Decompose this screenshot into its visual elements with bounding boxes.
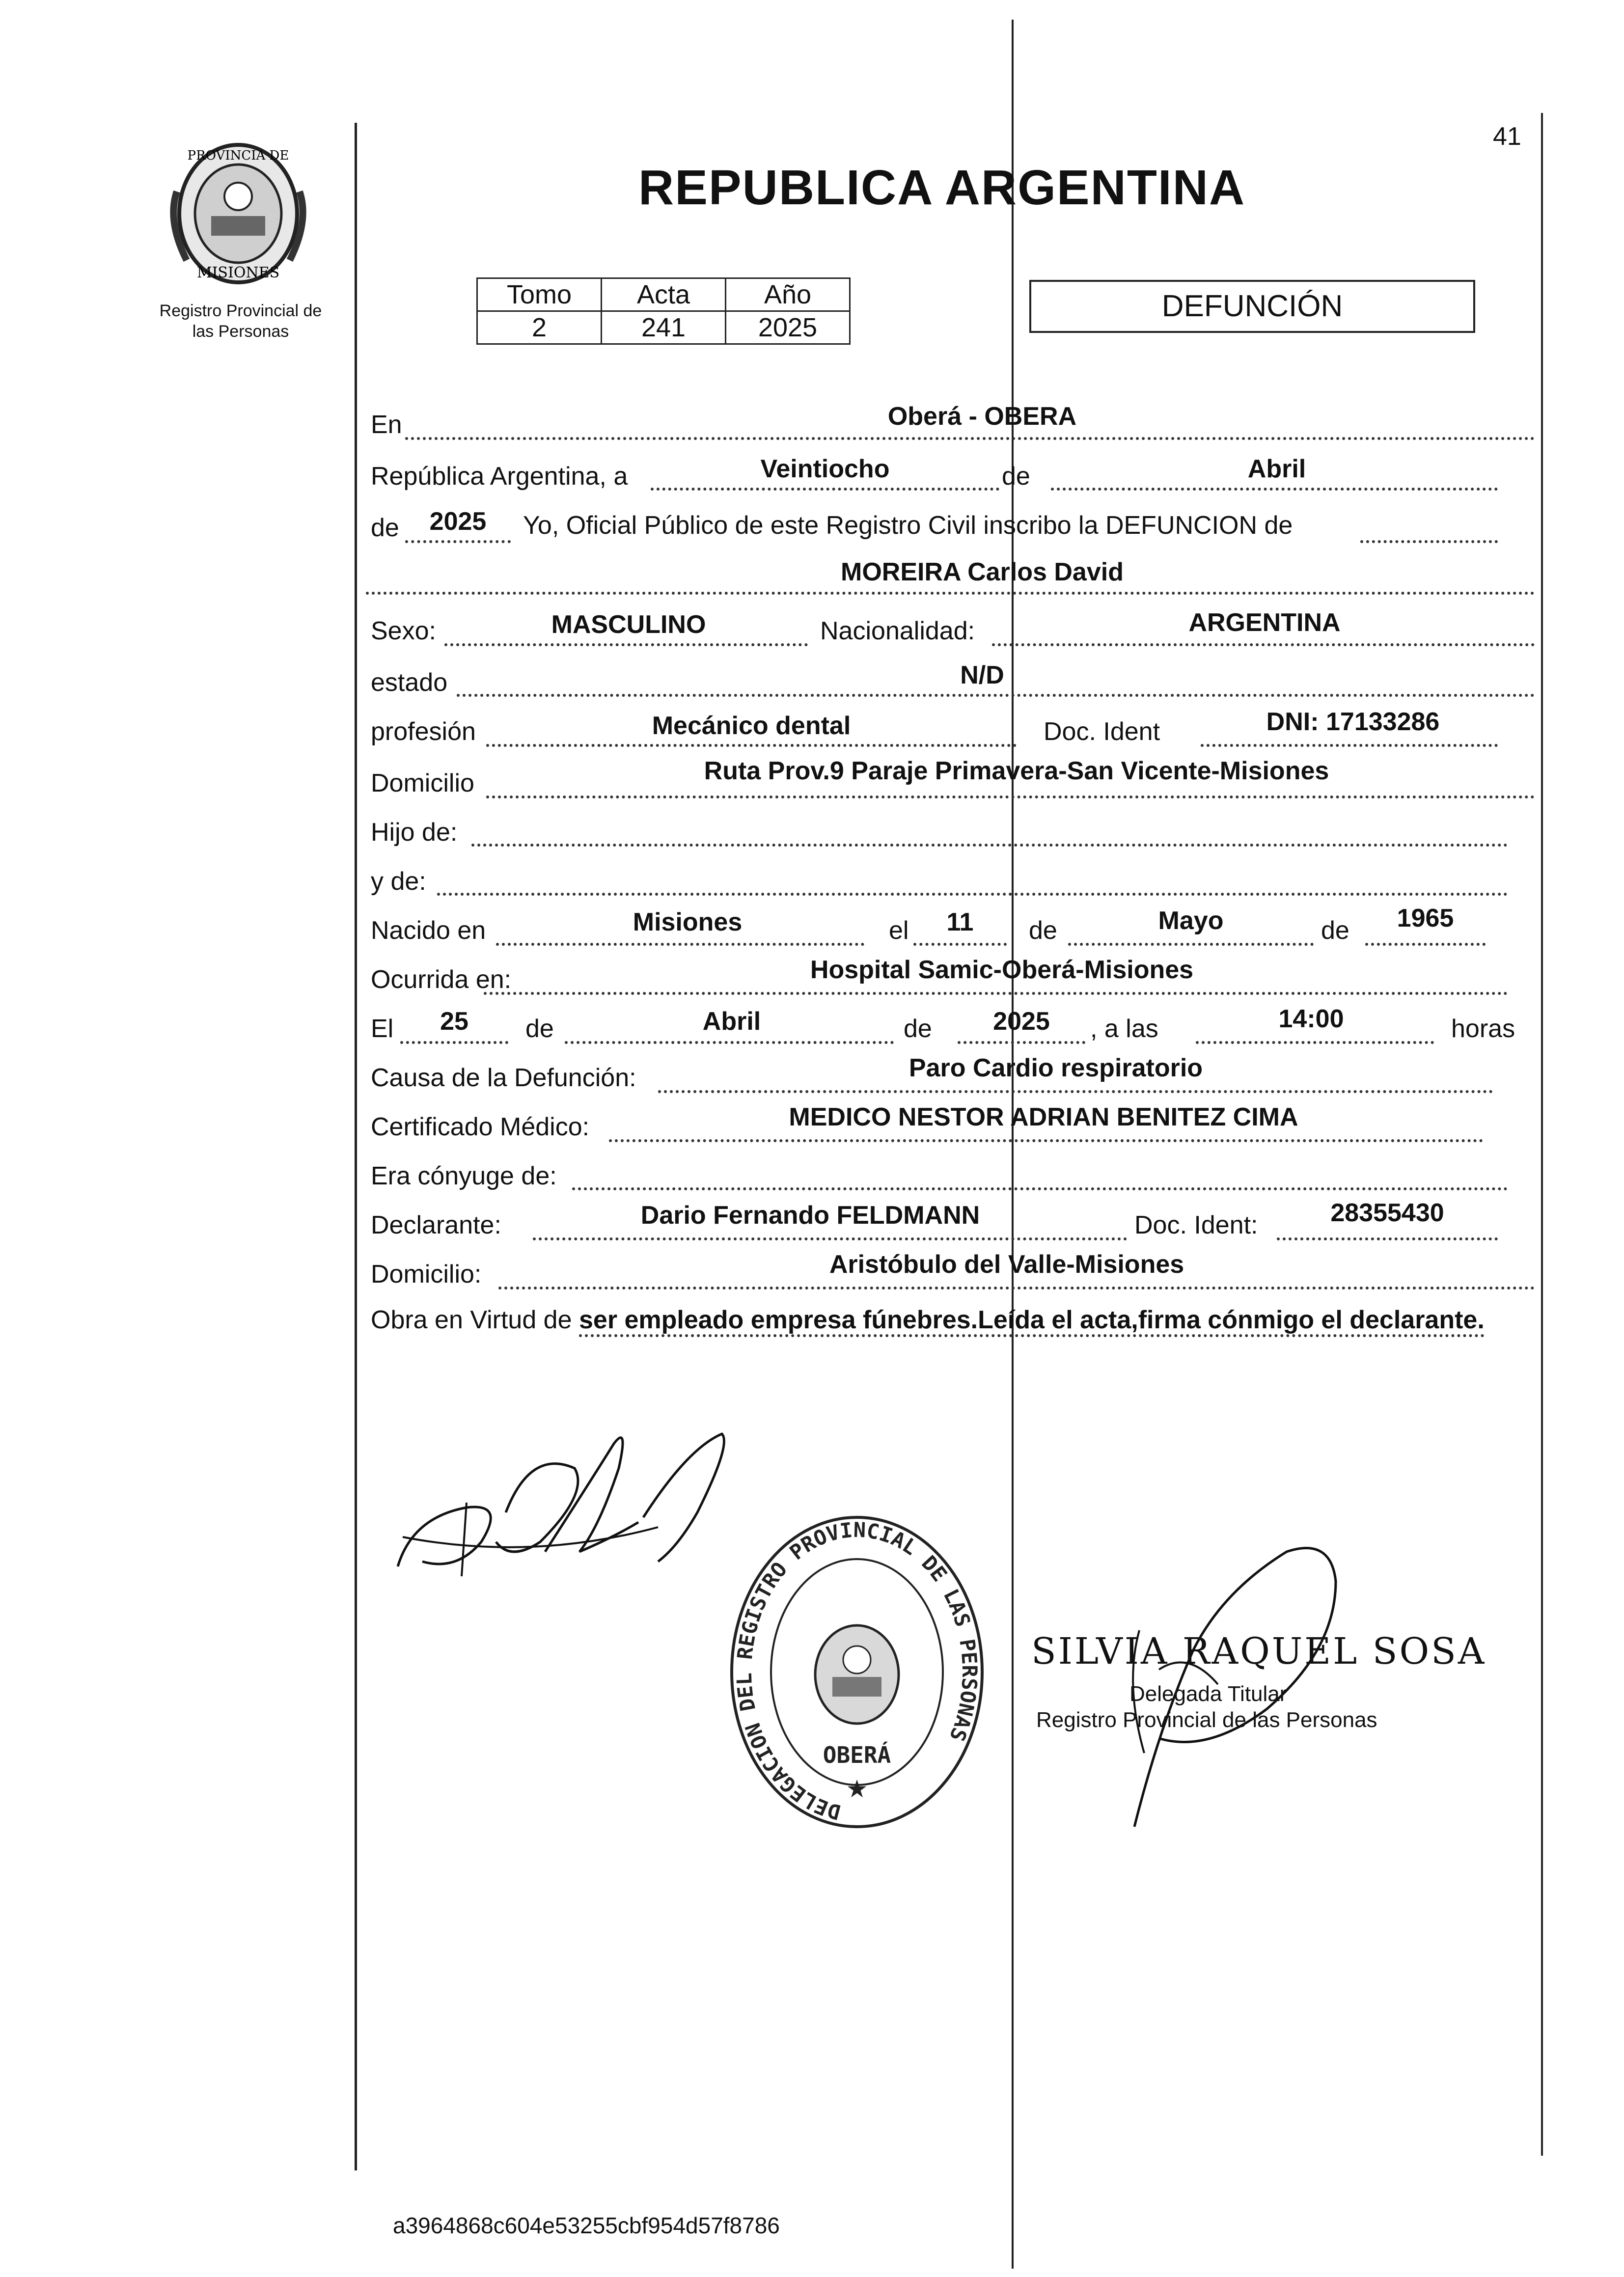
death-day-underline bbox=[400, 1041, 508, 1044]
declarante-value: Dario Fernando FELDMANN bbox=[640, 1201, 980, 1230]
deceased-underline bbox=[366, 592, 1535, 595]
value-acta: 241 bbox=[602, 311, 726, 344]
death-year-underline bbox=[958, 1041, 1085, 1044]
header-acta: Acta bbox=[602, 278, 726, 311]
birth-year-value: 1965 bbox=[1397, 904, 1454, 933]
seal-star-icon: ★ bbox=[846, 1775, 868, 1803]
org-name bbox=[142, 301, 339, 342]
death-el-label: El bbox=[371, 1015, 394, 1043]
fold-line bbox=[1012, 20, 1014, 2269]
header-anio: Año bbox=[726, 278, 850, 311]
left-margin-line bbox=[355, 123, 357, 2170]
conyuge-label: Era cónyuge de: bbox=[371, 1162, 557, 1190]
causa-label: Causa de la Defunción: bbox=[371, 1064, 636, 1092]
declarant-signature bbox=[383, 1414, 756, 1591]
estado-label: estado bbox=[371, 668, 448, 697]
causa-value: Paro Cardio respiratorio bbox=[908, 1054, 1203, 1082]
birth-day-underline bbox=[913, 943, 1007, 946]
a-las-label: , a las bbox=[1090, 1015, 1158, 1043]
death-year-value: 2025 bbox=[993, 1007, 1050, 1036]
obra-label: Obra en Virtud de bbox=[371, 1306, 572, 1334]
org-name-line1: Registro Provincial de bbox=[159, 302, 322, 320]
official-role: Delegada Titular bbox=[1129, 1682, 1287, 1706]
certificado-label: Certificado Médico: bbox=[371, 1113, 590, 1141]
profesion-label: profesión bbox=[371, 717, 476, 746]
estado-value: N/D bbox=[960, 661, 1004, 689]
declarante-label: Declarante: bbox=[371, 1211, 501, 1239]
death-time-underline bbox=[1196, 1041, 1434, 1044]
page-number: 41 bbox=[1493, 122, 1521, 151]
month-value: Abril bbox=[1247, 455, 1306, 483]
right-margin-line bbox=[1541, 113, 1543, 2156]
el-label: el bbox=[889, 916, 909, 945]
obra-paragraph bbox=[371, 1304, 1535, 1336]
decl-domicilio-underline bbox=[498, 1287, 1535, 1289]
death-day-value: 25 bbox=[440, 1007, 468, 1036]
decl-domicilio-label: Domicilio: bbox=[371, 1260, 482, 1289]
nacionalidad-value: ARGENTINA bbox=[1188, 608, 1341, 637]
registry-table bbox=[476, 277, 851, 345]
estado-underline bbox=[457, 694, 1535, 697]
document-hash: a3964868c604e53255cbf954d57f8786 bbox=[393, 2213, 780, 2238]
nacionalidad-underline bbox=[992, 643, 1535, 646]
death-time-value: 14:00 bbox=[1278, 1005, 1344, 1033]
decl-doc-underline bbox=[1277, 1237, 1498, 1240]
day-words-underline bbox=[651, 488, 999, 491]
birth-day-value: 11 bbox=[946, 908, 974, 936]
birth-month-value: Mayo bbox=[1158, 906, 1224, 935]
place-value: Oberá - OBERA bbox=[887, 402, 1077, 431]
nacido-place-underline bbox=[496, 943, 864, 946]
doc-label: Doc. Ident bbox=[1044, 717, 1160, 746]
en-underline bbox=[405, 437, 1535, 440]
emblem-text-bottom: MISIONES bbox=[196, 264, 280, 281]
nacido-place-value: Misiones bbox=[633, 908, 743, 936]
causa-underline bbox=[658, 1090, 1493, 1093]
value-anio: 2025 bbox=[726, 311, 850, 344]
birth-month-underline bbox=[1068, 943, 1314, 946]
domicilio-value: Ruta Prov.9 Paraje Primavera-San Vicente-Misiones bbox=[704, 757, 1329, 785]
document-type-box: DEFUNCIÓN bbox=[1029, 280, 1475, 333]
day-words-value: Veintiocho bbox=[760, 455, 890, 483]
doc-value: DNI: 17133286 bbox=[1266, 708, 1440, 736]
declarante-underline bbox=[533, 1237, 1127, 1240]
header-tomo: Tomo bbox=[477, 278, 602, 311]
year-underline bbox=[405, 540, 511, 543]
emblem-text-top: PROVINCIA DE bbox=[187, 148, 289, 163]
sexo-label: Sexo: bbox=[371, 617, 436, 645]
certificado-underline bbox=[609, 1139, 1483, 1142]
decl-doc-label: Doc. Ident: bbox=[1134, 1211, 1258, 1239]
year-value: 2025 bbox=[429, 507, 487, 536]
birth-de1-label: de bbox=[1029, 916, 1057, 945]
de-label-2: de bbox=[371, 514, 399, 542]
official-name: SILVIA RAQUEL SOSA bbox=[1031, 1630, 1486, 1673]
seal-ring-textpath: DELEGACION DEL REGISTRO PROVINCIAL DE LAS PERSONAS bbox=[732, 1517, 982, 1825]
seal-city: OBERÁ bbox=[823, 1742, 891, 1768]
de-label-1: de bbox=[1002, 462, 1030, 491]
sexo-underline bbox=[444, 643, 808, 646]
doc-underline bbox=[1201, 744, 1498, 747]
y-de-label: y de: bbox=[371, 867, 426, 896]
certificado-value: MEDICO NESTOR ADRIAN BENITEZ CIMA bbox=[789, 1103, 1298, 1131]
ocurrida-underline bbox=[484, 992, 1508, 995]
conyuge-underline bbox=[572, 1187, 1508, 1190]
deceased-name: MOREIRA Carlos David bbox=[841, 558, 1124, 586]
en-label: En bbox=[371, 411, 402, 439]
sexo-value: MASCULINO bbox=[551, 610, 706, 639]
profesion-underline bbox=[486, 744, 1017, 747]
ocurrida-label: Ocurrida en: bbox=[371, 965, 512, 994]
nacido-label: Nacido en bbox=[371, 916, 486, 945]
official-org: Registro Provincial de las Personas bbox=[1036, 1708, 1377, 1732]
domicilio-label: Domicilio bbox=[371, 769, 474, 797]
value-tomo: 2 bbox=[477, 311, 602, 344]
horas-label: horas bbox=[1451, 1015, 1515, 1043]
official-seal bbox=[727, 1512, 987, 1832]
ocurrida-value: Hospital Samic-Oberá-Misiones bbox=[810, 956, 1194, 984]
domicilio-underline bbox=[486, 796, 1535, 798]
decl-domicilio-value: Aristóbulo del Valle-Misiones bbox=[829, 1250, 1184, 1279]
provincia-misiones-emblem bbox=[157, 133, 319, 295]
birth-year-underline bbox=[1365, 943, 1486, 946]
death-month-value: Abril bbox=[702, 1007, 761, 1036]
death-de1-label: de bbox=[525, 1015, 554, 1043]
yo-text: Yo, Oficial Público de este Registro Civil inscribo la DEFUNCION de bbox=[523, 511, 1293, 540]
republica-label: República Argentina, a bbox=[371, 462, 628, 491]
hijo-label: Hijo de: bbox=[371, 818, 458, 847]
yo-trailing-underline bbox=[1360, 540, 1498, 543]
month-underline bbox=[1051, 488, 1498, 491]
decl-doc-value: 28355430 bbox=[1330, 1199, 1444, 1227]
hijo-underline bbox=[471, 844, 1508, 847]
death-de2-label: de bbox=[904, 1015, 932, 1043]
death-month-underline bbox=[565, 1041, 894, 1044]
y-de-underline bbox=[437, 893, 1508, 896]
nacionalidad-label: Nacionalidad: bbox=[820, 617, 975, 645]
country-title: REPUBLICA ARGENTINA bbox=[638, 160, 1246, 215]
obra-text: ser empleado empresa fúnebres.Leída el acta,firma cónmigo el declarante. bbox=[579, 1306, 1485, 1337]
org-name-line2: las Personas bbox=[192, 322, 289, 341]
profesion-value: Mecánico dental bbox=[652, 712, 851, 740]
birth-de2-label: de bbox=[1321, 916, 1349, 945]
